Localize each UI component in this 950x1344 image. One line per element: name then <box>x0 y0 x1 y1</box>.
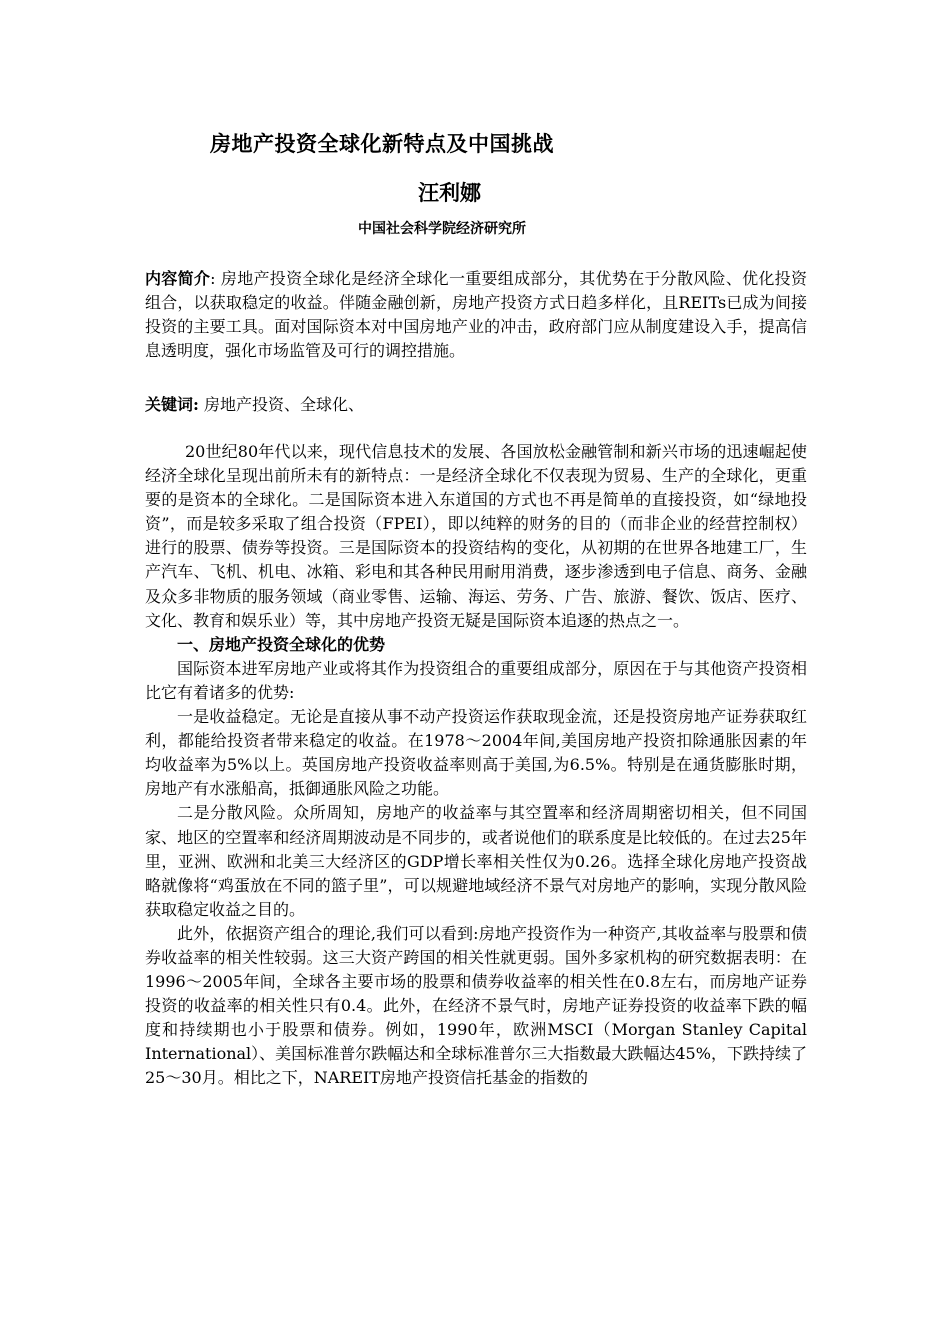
paragraph-risk-diversification: 二是分散风险。众所周知，房地产的收益率与其空置率和经济周期密切相关，但不同国家、地区的空置率和经济周期波动是不同步的，或者说他们的联系度是比较低的。在过去25年里，亚洲、欧洲和北美三大经济区的GDP增长率相关性仅为0.26。选择全球化房地产投资战略就像将“鸡蛋放在不同的篮子里”，可以规避地域经济不景气对房地产的影响，实现分散风险获取稳定收益之目的。 <box>145 803 807 919</box>
author-affiliation: 中国社会科学院经济研究所 <box>358 221 526 237</box>
section-heading: 一、房地产投资全球化的优势 <box>177 634 386 654</box>
author-name: 汪利娜 <box>418 180 481 205</box>
abstract-label: 内容简介 <box>145 269 211 288</box>
abstract-colon: : <box>210 269 221 288</box>
paragraph-advantages-lead: 国际资本进军房地产业或将其作为投资组合的重要组成部分，原因在于与其他资产投资相比它有着诸多的优势: <box>145 658 807 702</box>
abstract-section <box>145 267 807 363</box>
body-text <box>145 440 807 1091</box>
paragraph-intro: 20世纪80年代以来，现代信息技术的发展、各国放松金融管制和新兴市场的迅速崛起使经济全球化呈现出前所未有的新特点：一是经济全球化不仅表现为贸易、生产的全球化，更重要的是资本的全球化。二是国际资本进入东道国的方式也不再是简单的直接投资，如“绿地投资”，而是较多采取了组合投资（FPEI），即以纯粹的财务的目的（而非企业的经营控制权）进行的股票、债券等投资。三是国际资本的投资结构的变化，从初期的在世界各地建工厂，生产汽车、飞机、机电、冰箱、彩电和其各种民用耐用消费，逐步渗透到电子信息、商务、金融及众多非物质的服务领域（商业零售、运输、海运、劳务、广告、旅游、餐饮、饭店、医疗、文化、教育和娱乐业）等，其中房地产投资无疑是国际资本追逐的热点之一。 <box>145 442 807 630</box>
abstract-text: 房地产投资全球化是经济全球化一重要组成部分，其优势在于分散风险、优化投资组合，以获取稳定的收益。伴随金融创新，房地产投资方式日趋多样化，且REITs已成为间接投资的主要工具。面对国际资本对中国房地产业的冲击，政府部门应从制度建设入手，提高信息透明度，强化市场监管及可行的调控措施。 <box>145 269 807 361</box>
paragraph-portfolio-theory: 此外，依据资产组合的理论,我们可以看到:房地产投资作为一种资产,其收益率与股票和债券收益率的相关性较弱。这三大资产跨国的相关性就更弱。国外多家机构的研究数据表明：在1996～2005年间，全球各主要市场的股票和债券收益率的相关性在0.8左右，而房地产证券投资的收益率的相关性只有0.4。此外，在经济不景气时，房地产证券投资的收益率下跌的幅度和持续期也小于股票和债券。例如，1990年，欧洲MSCI（Morgan Stanley Capital International）、美国标准普尔跌幅达和全球标准普尔三大指数最大跌幅达45%，下跌持续了25～30月。相比之下，NAREIT房地产投资信托基金的指数的 <box>145 923 807 1088</box>
paragraph-stable-returns: 一是收益稳定。无论是直接从事不动产投资运作获取现金流，还是投资房地产证券获取红利，都能给投资者带来稳定的收益。在1978～2004年间,美国房地产投资扣除通胀因素的年均收益率为5%以上。英国房地产投资收益率则高于美国,为6.5%。特别是在通货膨胀时期，房地产有水涨船高，抵御通胀风险之功能。 <box>145 707 807 799</box>
keywords-text: 房地产投资、全球化、 <box>204 395 365 414</box>
keywords-section <box>145 393 807 417</box>
keywords-label: 关键词: <box>145 395 199 414</box>
page-title: 房地产投资全球化新特点及中国挑战 <box>210 131 554 156</box>
